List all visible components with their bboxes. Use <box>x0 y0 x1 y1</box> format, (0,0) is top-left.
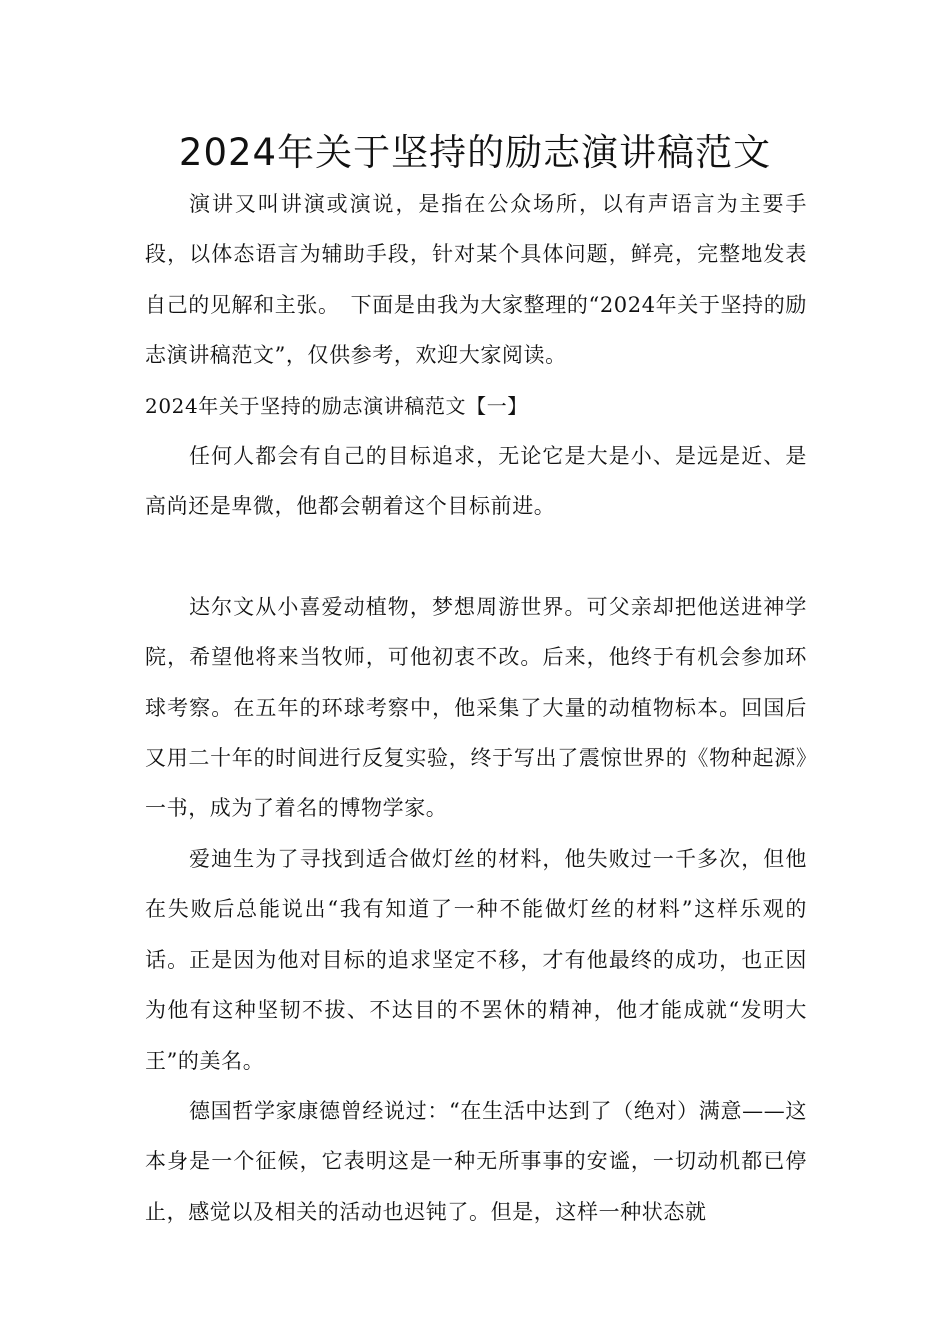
body-paragraph-kant: 德国哲学家康德曾经说过：“在生活中达到了（绝对）满意——这本身是一个征候，它表明这是一种无所事事的安谧，一切动机都已停止，感觉以及相关的活动也迟钝了。但是，这样一种状态就 <box>145 1098 807 1224</box>
body-paragraph-darwin: 达尔文从小喜爱动植物，梦想周游世界。可父亲却把他送进神学院，希望他将来当牧师，可他初衷不改。后来，他终于有机会参加环球考察。在五年的环球考察中，他采集了大量的动植物标本。回国后又用二十年的时间进行反复实验，终于写出了震惊世界的《物种起源》一书，成为了着名的博物学家。 <box>145 594 807 821</box>
intro-paragraph: 演讲又叫讲演或演说，是指在公众场所，以有声语言为主要手段，以体态语言为辅助手段，针对某个具体问题，鲜亮，完整地发表自己的见解和主张。 下面是由我为大家整理的“2024年关于坚持的励志演讲稿范文”，仅供参考，欢迎大家阅读。 <box>145 192 807 368</box>
section-heading: 2024年关于坚持的励志演讲稿范文【一】 <box>145 393 528 418</box>
document-body <box>145 179 807 1237</box>
document-title: 2024年关于坚持的励志演讲稿范文 <box>178 131 772 174</box>
body-paragraph-goals: 任何人都会有自己的目标追求，无论它是大是小、是远是近、是高尚还是卑微，他都会朝着这个目标前进。 <box>145 444 807 519</box>
body-paragraph-edison: 爱迪生为了寻找到适合做灯丝的材料，他失败过一千多次，但他在失败后总能说出“我有知道了一种不能做灯丝的材料”这样乐观的话。正是因为他对目标的追求坚定不移，才有他最终的成功，也正因为他有这种坚韧不拔、不达目的不罢休的精神，他才能成就“发明大王”的美名。 <box>145 846 807 1073</box>
paragraph-spacer <box>145 532 807 582</box>
